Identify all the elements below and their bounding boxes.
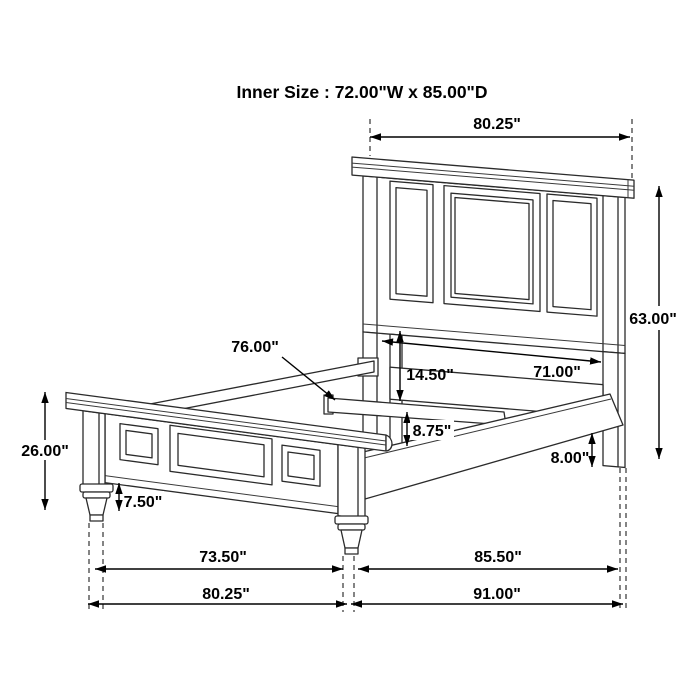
dim-label-side-rail-length: 85.50" [474,549,522,566]
dim-label-footboard-inner-width: 73.50" [199,549,247,566]
footboard-right-leg [335,516,368,554]
dim-label-footboard-width: 80.25" [202,586,250,603]
footboard-left-post [83,411,105,490]
dim-label-footboard-leg-height: 7.50" [123,494,163,511]
dim-label-center-slat-length: 76.00" [231,339,279,356]
dim-label-footboard-height: 26.00" [21,443,69,460]
dim-label-headboard-inner-width: 71.00" [533,364,581,381]
dim-label-headboard-bottom-gap: 14.50" [406,367,454,384]
footboard-right-post [338,445,365,520]
dim-label-side-rail-board-height: 8.75" [412,423,452,440]
dim-label-headboard-height: 63.00" [629,311,677,328]
footboard-left-leg [80,484,113,521]
dim-label-headboard-width: 80.25" [473,116,521,133]
inner-size-title: Inner Size : 72.00"W x 85.00"D [236,82,488,102]
dim-label-rail-floor-clearance: 8.00" [550,450,590,467]
dim-label-overall-length: 91.00" [473,586,521,603]
